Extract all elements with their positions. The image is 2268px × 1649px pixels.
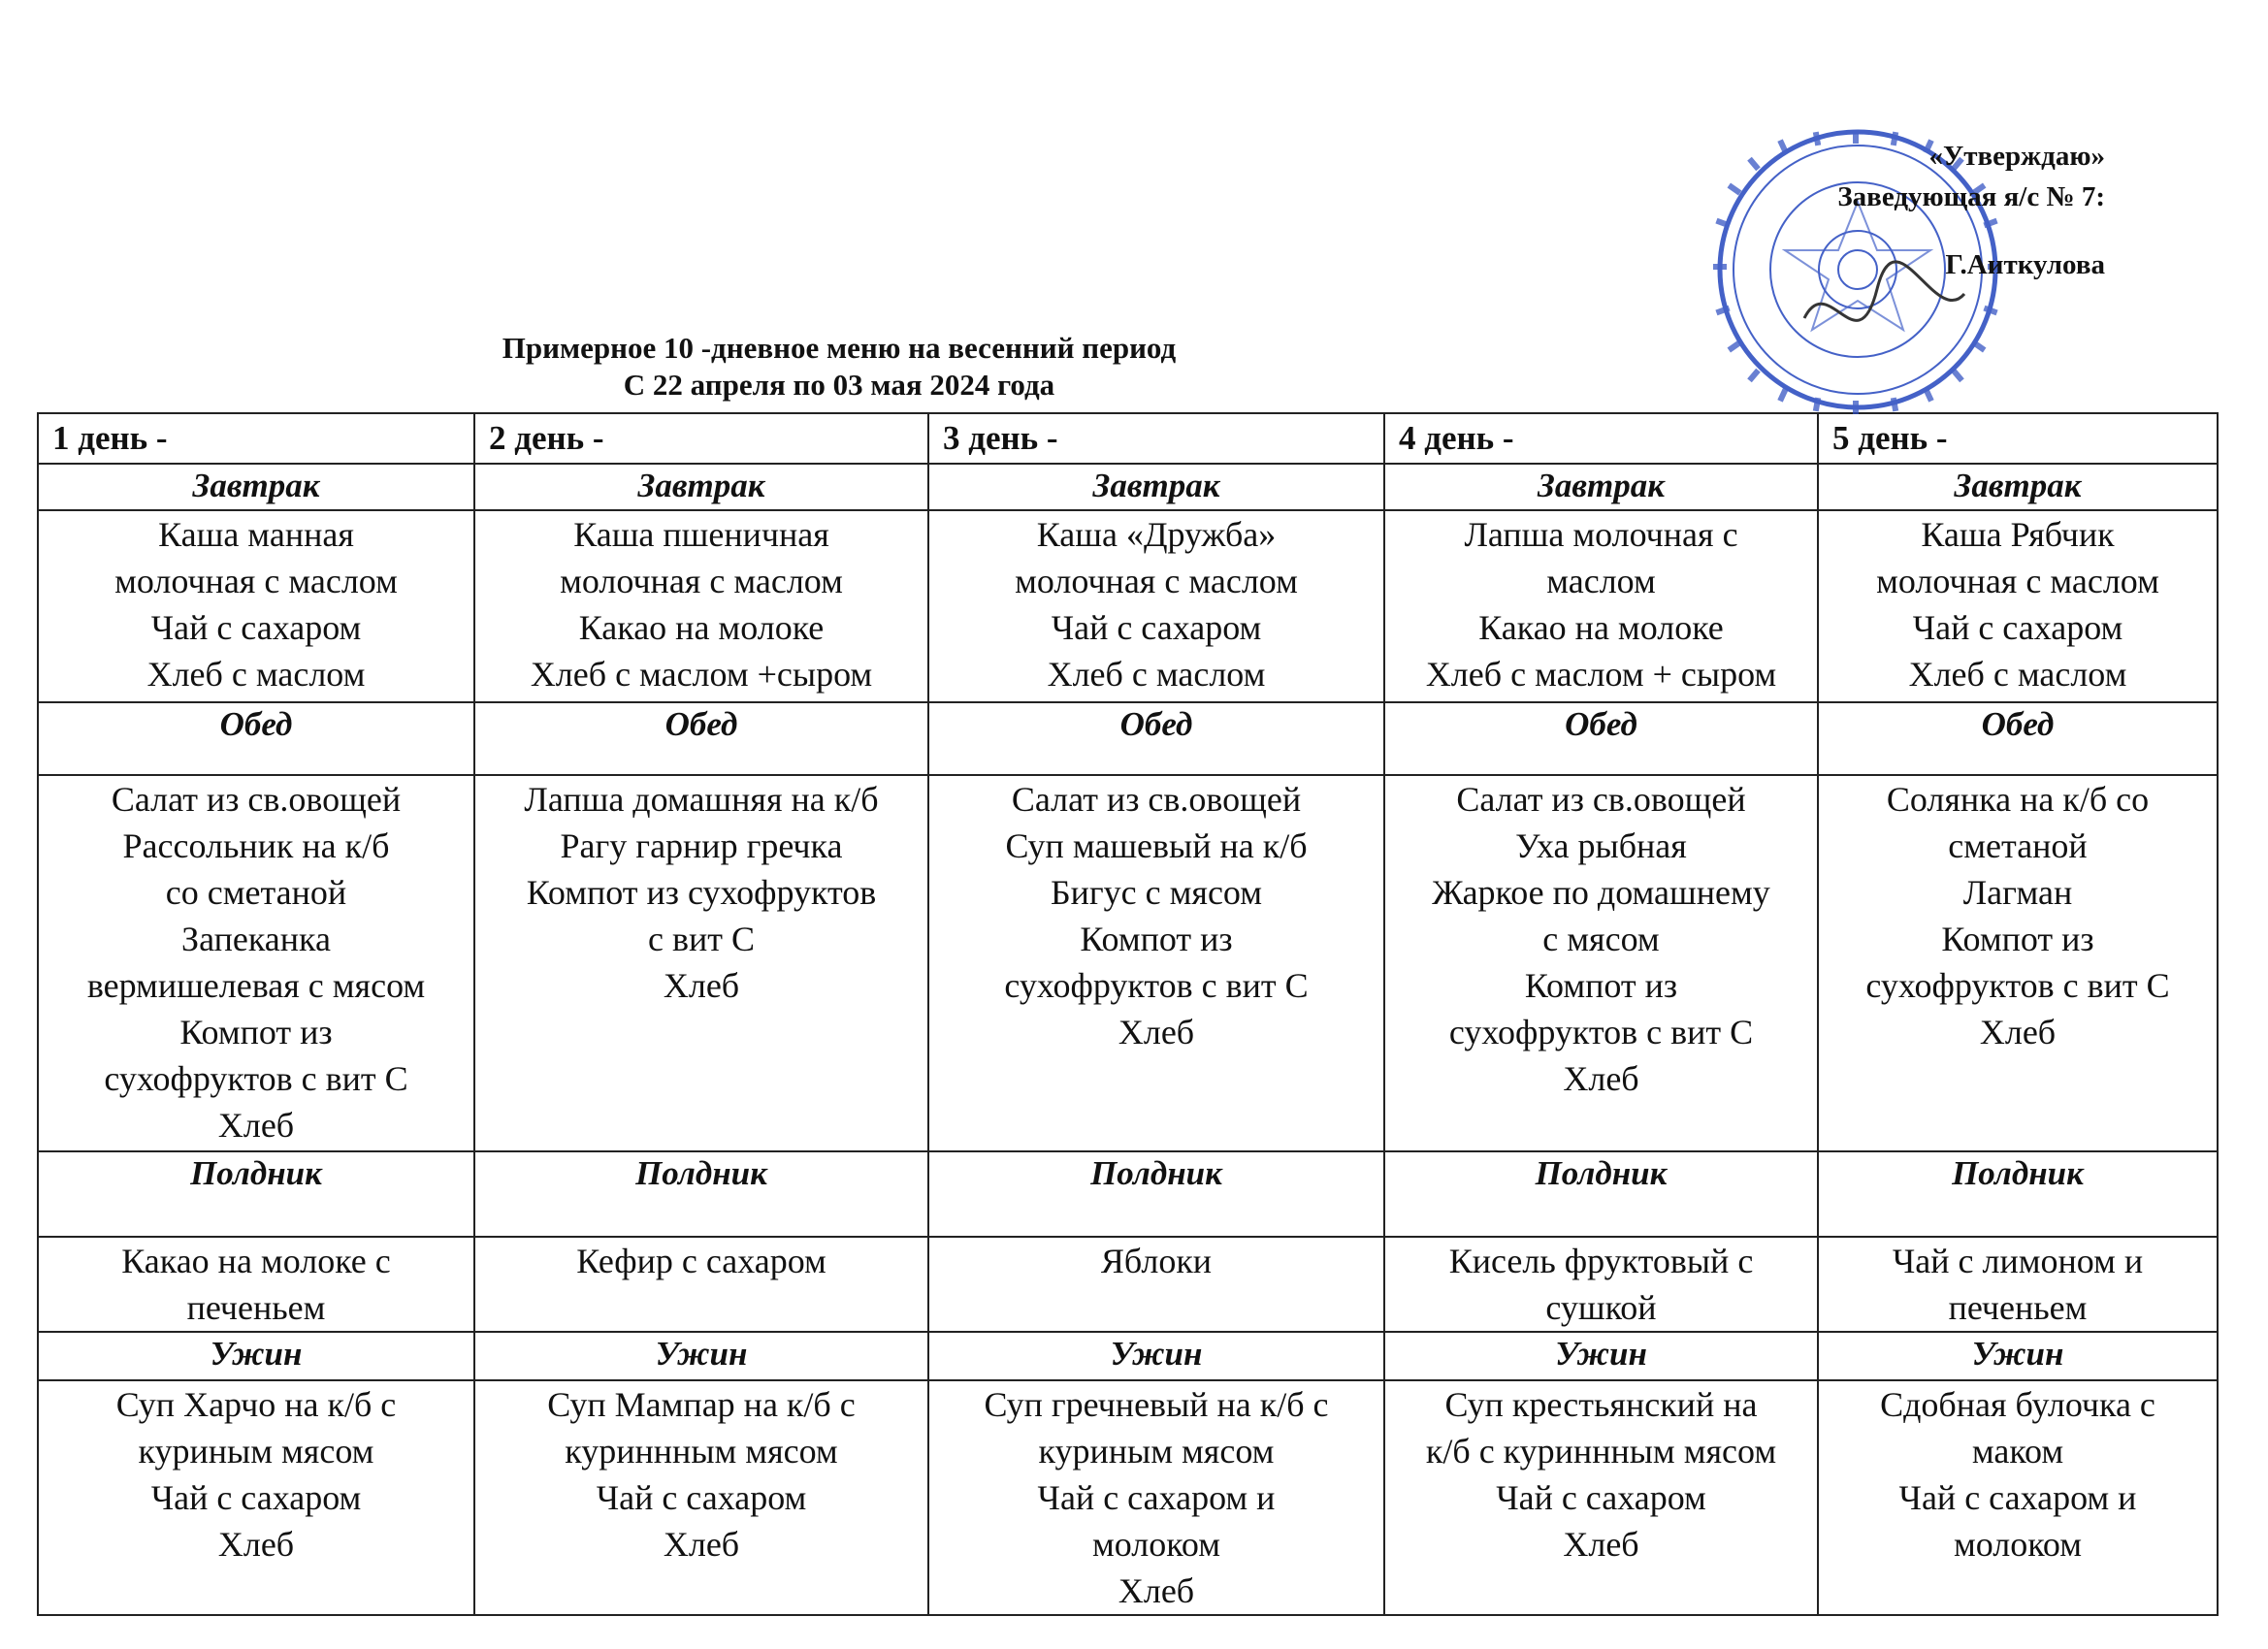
dish-line: Какао на молоке xyxy=(1478,608,1724,647)
dish-line: Чай с сахаром xyxy=(1051,608,1262,647)
day-header: 3 день - xyxy=(928,413,1384,464)
approval-position: Заведующая я/с № 7: xyxy=(1837,181,2105,212)
dish-line: молочная с маслом xyxy=(1015,562,1298,600)
dish-line: Кисель фруктовый с xyxy=(1448,1242,1754,1280)
dish-line: Чай с сахаром и xyxy=(1898,1478,2137,1517)
menu-table-body xyxy=(38,413,2218,1615)
menu-cell xyxy=(474,775,928,1151)
dish-line: Чай с сахаром xyxy=(1912,608,2123,647)
dish-line: Солянка на к/б со xyxy=(1886,780,2150,819)
dish-line: Хлеб xyxy=(663,1525,740,1564)
meal-items-row xyxy=(38,1380,2218,1615)
meal-header: Завтрак xyxy=(1818,464,2218,510)
dish-line: Хлеб xyxy=(1563,1525,1639,1564)
dish-line: куриннным мясом xyxy=(565,1432,838,1471)
meal-header: Ужин xyxy=(1818,1332,2218,1380)
menu-cell xyxy=(474,1237,928,1332)
menu-cell xyxy=(38,1380,474,1615)
dish-line: Каша Рябчик xyxy=(1921,515,2115,554)
dish-line: маслом xyxy=(1546,562,1656,600)
meal-header: Полдник xyxy=(38,1151,474,1237)
page-title xyxy=(0,330,1678,404)
dish-line: Компот из xyxy=(179,1013,333,1051)
meal-header: Завтрак xyxy=(928,464,1384,510)
menu-cell xyxy=(1818,775,2218,1151)
dish-line: Хлеб xyxy=(217,1525,295,1564)
dish-line: Суп гречневый на к/б с xyxy=(984,1385,1329,1424)
menu-cell xyxy=(38,1237,474,1332)
dish-line: Бигус с мясом xyxy=(1050,873,1263,912)
dish-line: Хлеб с маслом xyxy=(1908,655,2127,694)
dish-line: Хлеб с маслом xyxy=(146,655,366,694)
dish-line: с вит С xyxy=(648,920,755,958)
dish-line: Яблоки xyxy=(1100,1242,1213,1280)
meal-header: Завтрак xyxy=(1384,464,1818,510)
menu-cell xyxy=(928,1380,1384,1615)
dish-line: Салат из св.овощей xyxy=(1011,780,1302,819)
dish-line: Суп машевый на к/б xyxy=(1005,826,1308,865)
meal-header-row xyxy=(38,464,2218,510)
meal-header: Ужин xyxy=(928,1332,1384,1380)
dish-line: Хлеб с маслом + сыром xyxy=(1425,655,1777,694)
approval-block xyxy=(1698,136,2105,285)
menu-cell xyxy=(1818,1380,2218,1615)
dish-line: Хлеб xyxy=(1563,1059,1639,1098)
dish-line: молоком xyxy=(1953,1525,2083,1564)
dish-line: Чай с лимоном и xyxy=(1892,1242,2144,1280)
dish-line: Суп Харчо на к/б с xyxy=(115,1385,397,1424)
meal-header: Ужин xyxy=(38,1332,474,1380)
dish-line: сметаной xyxy=(1948,826,2088,865)
dish-line: Хлеб xyxy=(1118,1013,1195,1051)
dish-line: Каша пшеничная xyxy=(573,515,829,554)
dish-line: молочная с маслом xyxy=(560,562,843,600)
dish-line: Лапша домашняя на к/б xyxy=(524,780,879,819)
menu-cell xyxy=(1384,1380,1818,1615)
menu-cell xyxy=(928,510,1384,702)
dish-line: Хлеб с маслом +сыром xyxy=(530,655,873,694)
dish-line: молоком xyxy=(1091,1525,1221,1564)
dish-line: вермишелевая с мясом xyxy=(86,966,426,1005)
meal-items-row xyxy=(38,1237,2218,1332)
days-header-row xyxy=(38,413,2218,464)
dish-line: Компот из xyxy=(1941,920,2094,958)
dish-line: Компот из сухофруктов xyxy=(526,873,877,912)
meal-header: Обед xyxy=(1818,702,2218,775)
dish-line: куриным мясом xyxy=(138,1432,374,1471)
dish-line: Чай с сахаром xyxy=(150,1478,362,1517)
title-line-1: Примерное 10 -дневное меню на весенний период xyxy=(502,331,1177,365)
dish-line: сухофруктов с вит С xyxy=(1865,966,2170,1005)
dish-line: молочная с маслом xyxy=(114,562,398,600)
dish-line: Чай с сахаром xyxy=(596,1478,807,1517)
day-header: 4 день - xyxy=(1384,413,1818,464)
dish-line: с мясом xyxy=(1542,920,1660,958)
dish-line: Какао на молоке с xyxy=(121,1242,391,1280)
dish-line: сухофруктов с вит С xyxy=(104,1059,408,1098)
menu-cell xyxy=(1818,510,2218,702)
dish-line: Рагу гарнир гречка xyxy=(560,826,843,865)
meal-header: Полдник xyxy=(1384,1151,1818,1237)
dish-line: Каша манная xyxy=(158,515,354,554)
dish-line: Лагман xyxy=(1962,873,2073,912)
meal-header: Полдник xyxy=(928,1151,1384,1237)
meal-header: Ужин xyxy=(474,1332,928,1380)
meal-header: Обед xyxy=(928,702,1384,775)
dish-line: сухофруктов с вит С xyxy=(1448,1013,1754,1051)
dish-line: Чай с сахаром xyxy=(1496,1478,1706,1517)
dish-line: Кефир с сахаром xyxy=(576,1242,826,1280)
meal-header-row xyxy=(38,702,2218,775)
dish-line: Хлеб с маслом xyxy=(1047,655,1266,694)
dish-line: Чай с сахаром и xyxy=(1037,1478,1276,1517)
meal-items-row xyxy=(38,775,2218,1151)
dish-line: Чай с сахаром xyxy=(150,608,362,647)
dish-line: Хлеб xyxy=(1118,1571,1195,1610)
dish-line: Компот из xyxy=(1524,966,1678,1005)
menu-cell xyxy=(1384,510,1818,702)
dish-line: молочная с маслом xyxy=(1876,562,2159,600)
meal-header: Завтрак xyxy=(474,464,928,510)
dish-line: Хлеб xyxy=(217,1106,295,1145)
day-header: 5 день - xyxy=(1818,413,2218,464)
menu-table xyxy=(37,412,2219,1616)
dish-line: печеньем xyxy=(186,1288,326,1327)
dish-line: Компот из xyxy=(1080,920,1233,958)
menu-cell xyxy=(928,1237,1384,1332)
title-line-2: С 22 апреля по 03 мая 2024 года xyxy=(623,368,1055,402)
dish-line: сухофруктов с вит С xyxy=(1004,966,1309,1005)
menu-cell xyxy=(928,775,1384,1151)
menu-cell xyxy=(38,775,474,1151)
day-header: 2 день - xyxy=(474,413,928,464)
approval-title: «Утверждаю» xyxy=(1928,141,2105,172)
menu-cell xyxy=(474,510,928,702)
dish-line: Суп Мампар на к/б с xyxy=(547,1385,856,1424)
dish-line: со сметаной xyxy=(165,873,347,912)
menu-cell xyxy=(1384,775,1818,1151)
meal-header: Обед xyxy=(1384,702,1818,775)
dish-line: Какао на молоке xyxy=(578,608,825,647)
dish-line: печеньем xyxy=(1948,1288,2088,1327)
dish-line: Суп крестьянский на xyxy=(1444,1385,1758,1424)
meal-items-row xyxy=(38,510,2218,702)
meal-header: Обед xyxy=(38,702,474,775)
dish-line: маком xyxy=(1971,1432,2064,1471)
dish-line: Жаркое по домашнему xyxy=(1432,873,1770,912)
dish-line: к/б с куриннным мясом xyxy=(1425,1432,1777,1471)
meal-header: Полдник xyxy=(1818,1151,2218,1237)
dish-line: Лапша молочная с xyxy=(1464,515,1738,554)
menu-cell xyxy=(1818,1237,2218,1332)
dish-line: Хлеб xyxy=(1979,1013,2057,1051)
approval-signature-name: Г.Аиткулова xyxy=(1945,249,2105,280)
dish-line: Салат из св.овощей xyxy=(1456,780,1746,819)
dish-line: куриным мясом xyxy=(1038,1432,1275,1471)
dish-line: Хлеб xyxy=(663,966,740,1005)
dish-line: Сдобная булочка с xyxy=(1880,1385,2155,1424)
menu-cell xyxy=(474,1380,928,1615)
meal-header-row xyxy=(38,1151,2218,1237)
dish-line: Рассольник на к/б xyxy=(122,826,390,865)
dish-line: Запеканка xyxy=(181,920,331,958)
dish-line: Уха рыбная xyxy=(1515,826,1687,865)
meal-header: Полдник xyxy=(474,1151,928,1237)
meal-header: Обед xyxy=(474,702,928,775)
menu-cell xyxy=(38,510,474,702)
dish-line: Салат из св.овощей xyxy=(111,780,402,819)
menu-cell xyxy=(1384,1237,1818,1332)
meal-header: Ужин xyxy=(1384,1332,1818,1380)
meal-header-row xyxy=(38,1332,2218,1380)
dish-line: Каша «Дружба» xyxy=(1036,515,1277,554)
dish-line: сушкой xyxy=(1545,1288,1657,1327)
day-header: 1 день - xyxy=(38,413,474,464)
meal-header: Завтрак xyxy=(38,464,474,510)
